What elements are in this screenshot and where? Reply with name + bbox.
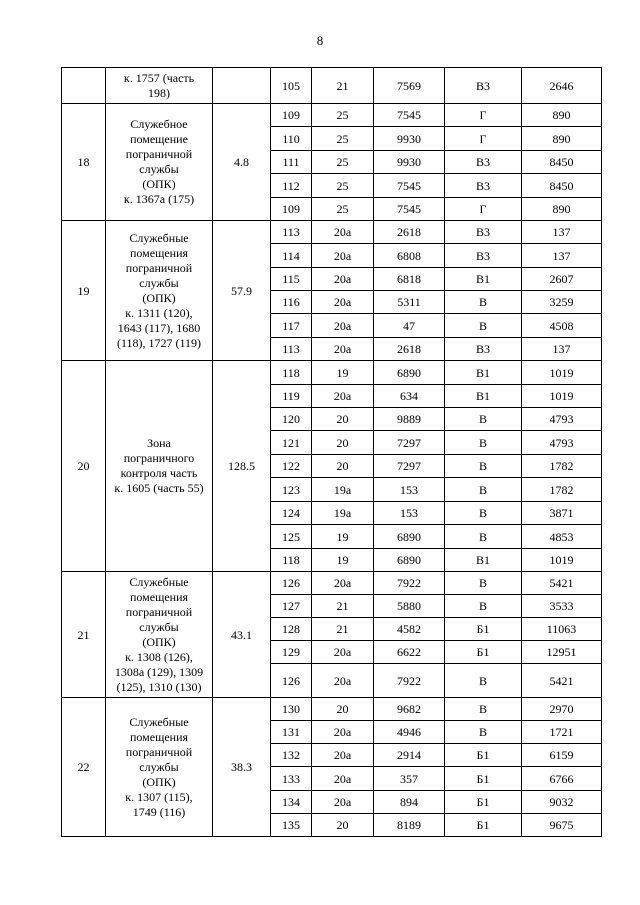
x-coordinate-cell: 7545: [374, 104, 445, 127]
premises-description-cell: Служебные помещения пограничной службы (ОПК) к. 1307 (115), 1749 (116): [106, 698, 213, 837]
point-number-cell: 117: [271, 314, 312, 338]
distance-cell: 890: [522, 127, 602, 151]
item-number-cell: 22: [62, 698, 106, 837]
distance-cell: 1019: [522, 385, 602, 408]
distance-cell: 1782: [522, 455, 602, 478]
class-cell: В1: [445, 361, 522, 385]
sheet-cell: 20а: [312, 641, 374, 664]
sheet-cell: 20а: [312, 767, 374, 791]
premises-description-cell: Зона пограничного контроля часть к. 1605 (часть 55): [106, 361, 213, 572]
sheet-cell: 21: [312, 595, 374, 618]
point-number-cell: 133: [271, 767, 312, 791]
x-coordinate-cell: 634: [374, 385, 445, 408]
table-row: [62, 698, 602, 721]
page-number: 8: [316, 33, 324, 48]
sheet-cell: 25: [312, 174, 374, 198]
distance-cell: 2646: [522, 68, 602, 104]
coordinates-table: [61, 67, 602, 837]
point-number-cell: 120: [271, 408, 312, 431]
sheet-cell: 19: [312, 525, 374, 549]
class-cell: В3: [445, 174, 522, 198]
x-coordinate-cell: 6808: [374, 244, 445, 268]
distance-cell: 1721: [522, 721, 602, 744]
distance-cell: 8450: [522, 151, 602, 174]
area-cell: 57.9: [213, 221, 271, 361]
distance-cell: 9675: [522, 814, 602, 837]
x-coordinate-cell: 6818: [374, 268, 445, 291]
class-cell: В: [445, 314, 522, 338]
point-number-cell: 130: [271, 698, 312, 721]
point-number-cell: 132: [271, 744, 312, 767]
item-number-cell: 20: [62, 361, 106, 572]
distance-cell: 5421: [522, 572, 602, 595]
x-coordinate-cell: 9682: [374, 698, 445, 721]
distance-cell: 6766: [522, 767, 602, 791]
x-coordinate-cell: 5880: [374, 595, 445, 618]
point-number-cell: 128: [271, 618, 312, 641]
x-coordinate-cell: 7297: [374, 431, 445, 455]
sheet-cell: 21: [312, 618, 374, 641]
sheet-cell: 20а: [312, 314, 374, 338]
distance-cell: 137: [522, 221, 602, 244]
class-cell: В3: [445, 221, 522, 244]
point-number-cell: 124: [271, 502, 312, 525]
sheet-cell: 19: [312, 361, 374, 385]
point-number-cell: 125: [271, 525, 312, 549]
x-coordinate-cell: 7922: [374, 572, 445, 595]
distance-cell: 137: [522, 244, 602, 268]
point-number-cell: 123: [271, 478, 312, 502]
point-number-cell: 126: [271, 664, 312, 698]
sheet-cell: 20а: [312, 268, 374, 291]
x-coordinate-cell: 7545: [374, 174, 445, 198]
distance-cell: 2607: [522, 268, 602, 291]
class-cell: В1: [445, 268, 522, 291]
sheet-cell: 25: [312, 127, 374, 151]
class-cell: Г: [445, 198, 522, 221]
distance-cell: 3871: [522, 502, 602, 525]
distance-cell: 890: [522, 104, 602, 127]
sheet-cell: 20а: [312, 385, 374, 408]
class-cell: В: [445, 455, 522, 478]
sheet-cell: 20а: [312, 244, 374, 268]
sheet-cell: 20: [312, 698, 374, 721]
x-coordinate-cell: 2618: [374, 221, 445, 244]
point-number-cell: 126: [271, 572, 312, 595]
class-cell: В: [445, 664, 522, 698]
sheet-cell: 20а: [312, 721, 374, 744]
sheet-cell: 20: [312, 431, 374, 455]
sheet-cell: 20: [312, 814, 374, 837]
class-cell: В: [445, 408, 522, 431]
point-number-cell: 121: [271, 431, 312, 455]
class-cell: Г: [445, 104, 522, 127]
sheet-cell: 20а: [312, 791, 374, 814]
area-cell: 128.5: [213, 361, 271, 572]
table-row: [62, 68, 602, 104]
x-coordinate-cell: 7922: [374, 664, 445, 698]
class-cell: В: [445, 291, 522, 314]
table-row: [62, 361, 602, 385]
distance-cell: 3259: [522, 291, 602, 314]
x-coordinate-cell: 6890: [374, 549, 445, 572]
item-number-cell: [62, 68, 106, 104]
class-cell: В: [445, 721, 522, 744]
distance-cell: 11063: [522, 618, 602, 641]
distance-cell: 4508: [522, 314, 602, 338]
point-number-cell: 111: [271, 151, 312, 174]
table-row: [62, 104, 602, 127]
class-cell: В: [445, 595, 522, 618]
sheet-cell: 25: [312, 151, 374, 174]
x-coordinate-cell: 153: [374, 478, 445, 502]
item-number-cell: 18: [62, 104, 106, 221]
sheet-cell: 20: [312, 455, 374, 478]
distance-cell: 9032: [522, 791, 602, 814]
premises-description-cell: Служебные помещения пограничной службы (ОПК) к. 1311 (120), 1643 (117), 1680 (118), 1727 (119): [106, 221, 213, 361]
distance-cell: 4793: [522, 431, 602, 455]
point-number-cell: 113: [271, 338, 312, 361]
class-cell: В: [445, 572, 522, 595]
item-number-cell: 21: [62, 572, 106, 698]
x-coordinate-cell: 4946: [374, 721, 445, 744]
area-cell: 43.1: [213, 572, 271, 698]
x-coordinate-cell: 153: [374, 502, 445, 525]
sheet-cell: 25: [312, 198, 374, 221]
premises-description-cell: Служебное помещение пограничной службы (ОПК) к. 1367а (175): [106, 104, 213, 221]
x-coordinate-cell: 7297: [374, 455, 445, 478]
point-number-cell: 110: [271, 127, 312, 151]
x-coordinate-cell: 9930: [374, 151, 445, 174]
point-number-cell: 118: [271, 361, 312, 385]
x-coordinate-cell: 2914: [374, 744, 445, 767]
class-cell: Б1: [445, 744, 522, 767]
class-cell: В: [445, 525, 522, 549]
area-cell: 4.8: [213, 104, 271, 221]
point-number-cell: 114: [271, 244, 312, 268]
distance-cell: 1782: [522, 478, 602, 502]
point-number-cell: 131: [271, 721, 312, 744]
distance-cell: 12951: [522, 641, 602, 664]
class-cell: В1: [445, 549, 522, 572]
table-row: [62, 572, 602, 595]
class-cell: В: [445, 478, 522, 502]
point-number-cell: 113: [271, 221, 312, 244]
distance-cell: 890: [522, 198, 602, 221]
table-row: [62, 221, 602, 244]
distance-cell: 1019: [522, 361, 602, 385]
sheet-cell: 20а: [312, 572, 374, 595]
distance-cell: 3533: [522, 595, 602, 618]
sheet-cell: 25: [312, 104, 374, 127]
point-number-cell: 134: [271, 791, 312, 814]
sheet-cell: 21: [312, 68, 374, 104]
class-cell: В3: [445, 244, 522, 268]
x-coordinate-cell: 2618: [374, 338, 445, 361]
sheet-cell: 19а: [312, 502, 374, 525]
class-cell: Б1: [445, 791, 522, 814]
class-cell: Б1: [445, 641, 522, 664]
x-coordinate-cell: 894: [374, 791, 445, 814]
item-number-cell: 19: [62, 221, 106, 361]
x-coordinate-cell: 9930: [374, 127, 445, 151]
distance-cell: 1019: [522, 549, 602, 572]
sheet-cell: 20а: [312, 291, 374, 314]
point-number-cell: 127: [271, 595, 312, 618]
point-number-cell: 109: [271, 198, 312, 221]
class-cell: Б1: [445, 814, 522, 837]
class-cell: В: [445, 698, 522, 721]
class-cell: Б1: [445, 767, 522, 791]
area-cell: 38.3: [213, 698, 271, 837]
class-cell: В3: [445, 338, 522, 361]
point-number-cell: 135: [271, 814, 312, 837]
point-number-cell: 118: [271, 549, 312, 572]
distance-cell: 8450: [522, 174, 602, 198]
point-number-cell: 105: [271, 68, 312, 104]
distance-cell: 5421: [522, 664, 602, 698]
class-cell: В: [445, 431, 522, 455]
sheet-cell: 20: [312, 408, 374, 431]
point-number-cell: 116: [271, 291, 312, 314]
x-coordinate-cell: 47: [374, 314, 445, 338]
class-cell: В: [445, 502, 522, 525]
x-coordinate-cell: 6890: [374, 525, 445, 549]
x-coordinate-cell: 357: [374, 767, 445, 791]
point-number-cell: 119: [271, 385, 312, 408]
x-coordinate-cell: 5311: [374, 291, 445, 314]
sheet-cell: 20а: [312, 221, 374, 244]
point-number-cell: 109: [271, 104, 312, 127]
class-cell: В1: [445, 385, 522, 408]
sheet-cell: 20а: [312, 338, 374, 361]
point-number-cell: 129: [271, 641, 312, 664]
area-cell: [213, 68, 271, 104]
distance-cell: 4853: [522, 525, 602, 549]
sheet-cell: 20а: [312, 664, 374, 698]
distance-cell: 2970: [522, 698, 602, 721]
x-coordinate-cell: 7545: [374, 198, 445, 221]
distance-cell: 4793: [522, 408, 602, 431]
class-cell: В3: [445, 68, 522, 104]
premises-description-cell: Служебные помещения пограничной службы (ОПК) к. 1308 (126), 1308а (129), 1309 (125), 1310 (130): [106, 572, 213, 698]
x-coordinate-cell: 6890: [374, 361, 445, 385]
x-coordinate-cell: 4582: [374, 618, 445, 641]
distance-cell: 137: [522, 338, 602, 361]
class-cell: Б1: [445, 618, 522, 641]
sheet-cell: 19а: [312, 478, 374, 502]
x-coordinate-cell: 7569: [374, 68, 445, 104]
sheet-cell: 20а: [312, 744, 374, 767]
point-number-cell: 112: [271, 174, 312, 198]
point-number-cell: 115: [271, 268, 312, 291]
x-coordinate-cell: 8189: [374, 814, 445, 837]
sheet-cell: 19: [312, 549, 374, 572]
class-cell: Г: [445, 127, 522, 151]
point-number-cell: 122: [271, 455, 312, 478]
x-coordinate-cell: 6622: [374, 641, 445, 664]
premises-description-cell: к. 1757 (часть 198): [106, 68, 213, 104]
distance-cell: 6159: [522, 744, 602, 767]
class-cell: В3: [445, 151, 522, 174]
x-coordinate-cell: 9889: [374, 408, 445, 431]
